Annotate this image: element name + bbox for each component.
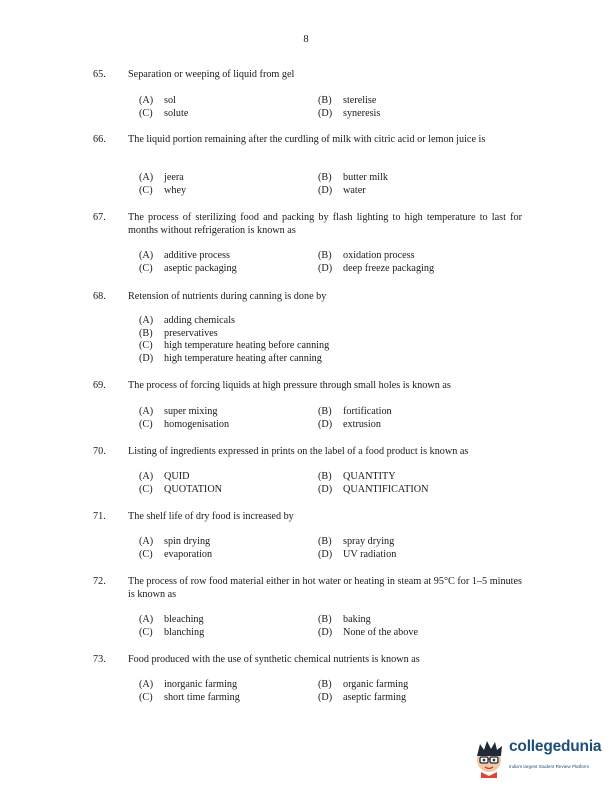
question-number: 67. bbox=[93, 212, 106, 223]
option-c: (C) whey bbox=[139, 184, 187, 196]
option-d: (D) aseptic farming bbox=[318, 691, 407, 703]
option-c: (C) blanching bbox=[139, 626, 205, 638]
question-text: The process of sterilizing food and packing by flash lighting to high temperature to last for months without refrigeration is known as bbox=[128, 212, 522, 236]
question-number: 66. bbox=[93, 134, 106, 145]
options bbox=[139, 315, 529, 365]
option-c: (C) homogenisation bbox=[139, 418, 230, 430]
options bbox=[139, 536, 529, 561]
options bbox=[139, 172, 529, 197]
options bbox=[139, 95, 529, 120]
option-a: (A) sol bbox=[139, 95, 176, 106]
option-c: (C) short time farming bbox=[139, 691, 240, 703]
question-number: 69. bbox=[93, 380, 106, 391]
logo-wordmark: collegedunia bbox=[509, 738, 602, 755]
options bbox=[139, 250, 529, 275]
option-d: (D) syneresis bbox=[318, 107, 381, 119]
option-b: (B) oxidation process bbox=[318, 250, 415, 261]
option-d: (D) None of the above bbox=[318, 626, 418, 638]
option-b: (B) sterelise bbox=[318, 95, 377, 106]
question-text: The liquid portion remaining after the curdling of milk with citric acid or lemon juice is bbox=[128, 134, 486, 145]
mascot-icon bbox=[471, 738, 507, 778]
option-a: (A) inorganic farming bbox=[139, 679, 238, 690]
option-b: (B) butter milk bbox=[318, 172, 388, 183]
option-b: (B) preservatives bbox=[139, 327, 218, 339]
question-text: Listing of ingredients expressed in prints on the label of a food product is known as bbox=[128, 446, 469, 457]
option-a: (A) bleaching bbox=[139, 614, 204, 625]
collegedunia-logo bbox=[471, 738, 607, 778]
options bbox=[139, 614, 529, 639]
question-text: Food produced with the use of synthetic chemical nutrients is known as bbox=[128, 654, 420, 665]
question-number: 72. bbox=[93, 576, 106, 587]
question-text: Separation or weeping of liquid from gel bbox=[128, 69, 295, 80]
option-b: (B) baking bbox=[318, 614, 371, 625]
option-d: (D) extrusion bbox=[318, 418, 381, 430]
option-a: (A) additive process bbox=[139, 250, 230, 261]
question-number: 68. bbox=[93, 291, 106, 302]
option-d: (D) UV radiation bbox=[318, 548, 397, 560]
options bbox=[139, 679, 529, 704]
logo-tagline: India's largest Student Review Platform bbox=[509, 764, 590, 769]
question-number: 65. bbox=[93, 69, 106, 80]
option-c: (C) aseptic packaging bbox=[139, 262, 237, 274]
option-d: (D) high temperature heating after canning bbox=[139, 352, 322, 364]
option-c: (C) QUOTATION bbox=[139, 483, 223, 495]
option-b: (B) QUANTITY bbox=[318, 471, 396, 482]
question-number: 71. bbox=[93, 511, 106, 522]
option-b: (B) organic farming bbox=[318, 679, 409, 690]
question-text: The process of forcing liquids at high pressure through small holes is known as bbox=[128, 380, 451, 391]
question-number: 73. bbox=[93, 654, 106, 665]
option-d: (D) water bbox=[318, 184, 366, 196]
options bbox=[139, 471, 529, 496]
question-text: Retension of nutrients during canning is done by bbox=[128, 291, 327, 302]
option-a: (A) adding chemicals bbox=[139, 315, 236, 326]
option-a: (A) QUID bbox=[139, 471, 190, 482]
option-a: (A) jeera bbox=[139, 172, 184, 183]
question-number: 70. bbox=[93, 446, 106, 457]
option-b: (B) spray drying bbox=[318, 536, 395, 547]
option-a: (A) super mixing bbox=[139, 406, 218, 417]
options bbox=[139, 406, 529, 431]
option-c: (C) high temperature heating before canning bbox=[139, 340, 330, 352]
option-a: (A) spin drying bbox=[139, 536, 211, 547]
page-number: 8 bbox=[303, 34, 309, 45]
option-b: (B) fortification bbox=[318, 406, 392, 417]
option-c: (C) evaporation bbox=[139, 548, 213, 560]
question-text: The shelf life of dry food is increased by bbox=[128, 511, 294, 522]
option-d: (D) deep freeze packaging bbox=[318, 262, 435, 274]
option-d: (D) QUANTIFICATION bbox=[318, 483, 429, 495]
option-c: (C) solute bbox=[139, 107, 189, 119]
question-text: The process of row food material either in hot water or heating in steam at 95°C for 1–5 minutes is known as bbox=[128, 576, 522, 600]
